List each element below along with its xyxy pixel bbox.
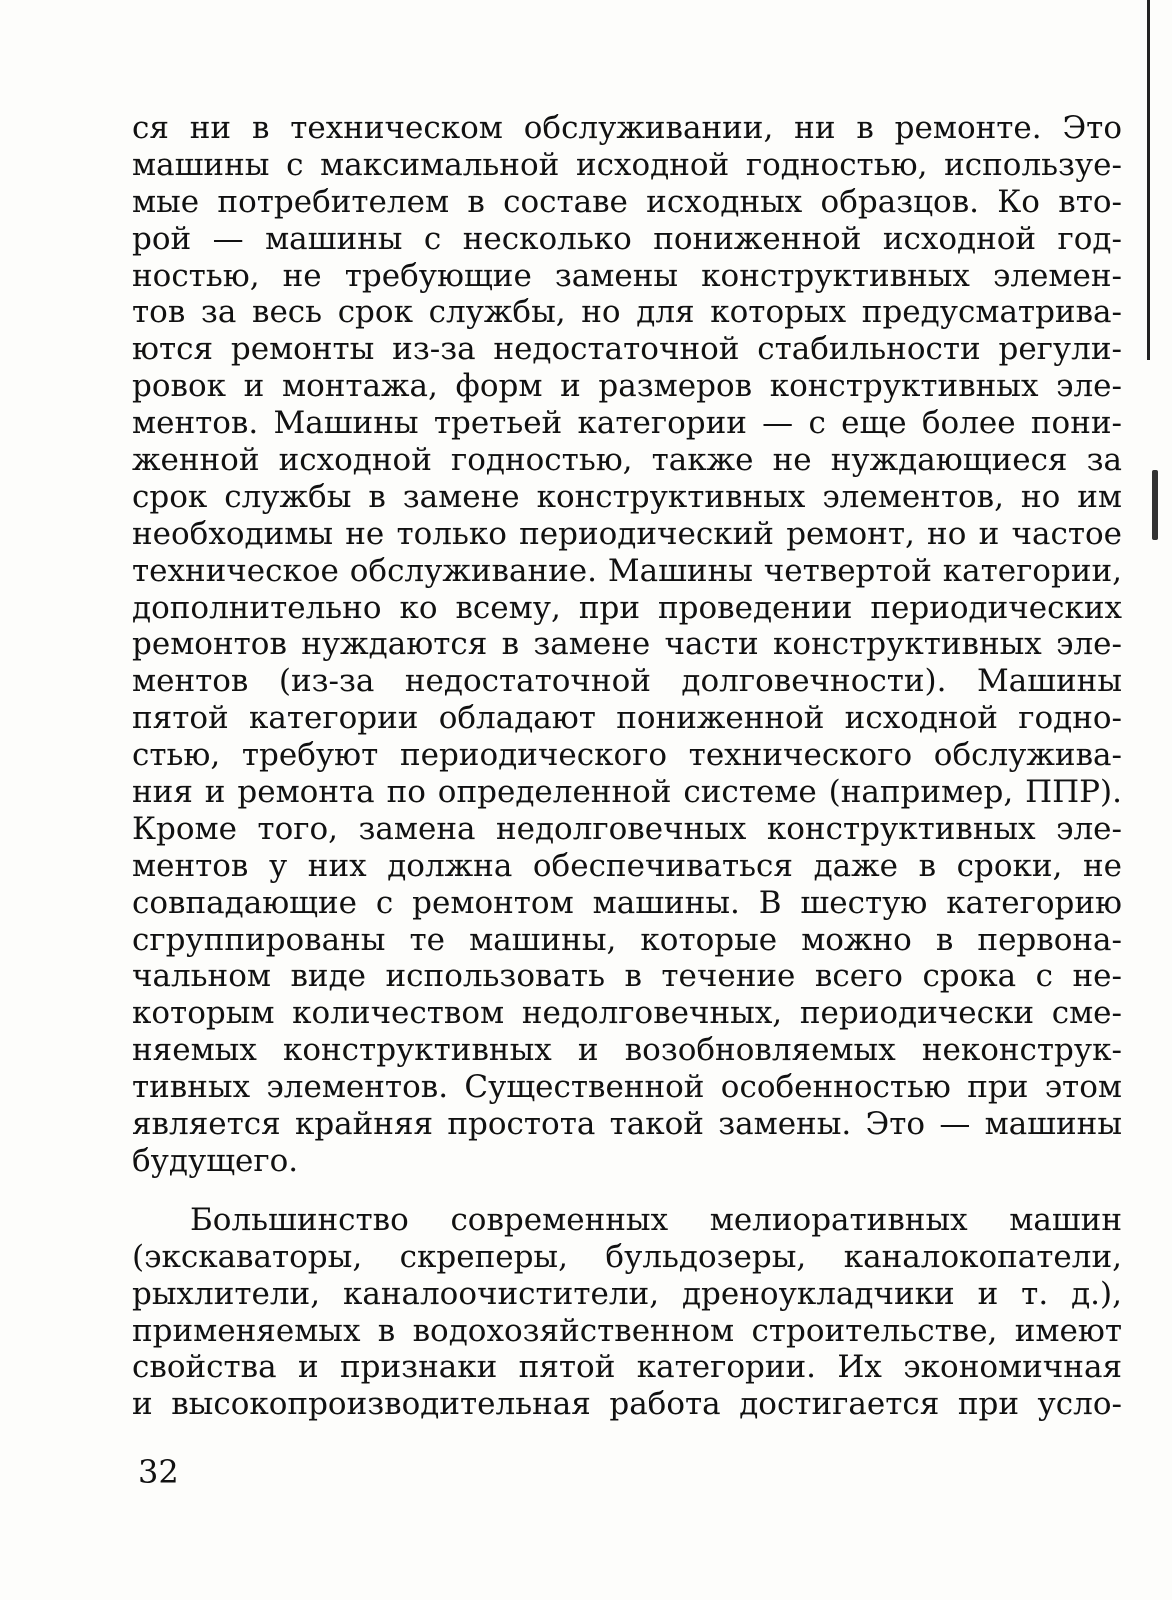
text-line: ментов у них должна обеспечиваться даже в сроки, не <box>132 847 1122 884</box>
text-line: необходимы не только периодический ремонт, но и частое <box>132 515 1122 552</box>
text-line: Кроме того, замена недолговечных конструктивных эле- <box>132 810 1122 847</box>
text-line: совпадающие с ремонтом машины. В шестую категорию <box>132 884 1122 921</box>
scan-edge-mark <box>1152 470 1158 540</box>
text-line: стью, требуют периодического технического обслужива- <box>132 737 1122 774</box>
text-line: ремонтов нуждаются в замене части конструктивных эле- <box>132 626 1122 663</box>
text-line: ся ни в техническом обслуживании, ни в ремонте. Это <box>132 110 1122 146</box>
text-line: ностью, не требующие замены конструктивных элемен- <box>132 257 1122 294</box>
text-line: ровок и монтажа, форм и размеров конструктивных эле- <box>132 368 1122 405</box>
text-line: мые потребителем в составе исходных образцов. Ко вто- <box>132 183 1122 220</box>
text-line: ния и ремонта по определенной системе (например, ППР). <box>132 774 1122 811</box>
text-line: является крайняя простота такой замены. Это — машины <box>132 1106 1122 1143</box>
text-line: сгруппированы те машины, которые можно в первона- <box>132 921 1122 958</box>
text-line: Большинство современных мелиоративных машин <box>190 1201 1122 1238</box>
text-line: пятой категории обладают пониженной исходной годно- <box>132 700 1122 737</box>
text-line: ментов. Машины третьей категории — с еще более пони- <box>132 405 1122 442</box>
text-line: срок службы в замене конструктивных элементов, но им <box>132 478 1122 515</box>
text-line: (экскаваторы, скреперы, бульдозеры, каналокопатели, <box>132 1238 1122 1275</box>
scan-edge-line <box>1147 0 1150 360</box>
text-line: рыхлители, каналоочистители, дреноукладчики и т. д.), <box>132 1275 1122 1312</box>
text-line: которым количеством недолговечных, периодически сме- <box>132 995 1122 1032</box>
text-line: техническое обслуживание. Машины четвертой категории, <box>132 552 1122 589</box>
paragraph-2 <box>132 1202 1122 1423</box>
body-text <box>132 110 1122 1423</box>
text-line: применяемых в водохозяйственном строительстве, имеют <box>132 1312 1122 1349</box>
paragraph-1 <box>132 110 1122 1180</box>
text-line: будущего. <box>132 1142 299 1179</box>
text-line: свойства и признаки пятой категории. Их экономичная <box>132 1349 1122 1386</box>
text-line: женной исходной годностью, также не нуждающиеся за <box>132 442 1122 479</box>
text-line: чальном виде использовать в течение всего срока с не- <box>132 958 1122 995</box>
text-line: тивных элементов. Существенной особенностью при этом <box>132 1069 1122 1106</box>
text-line: и высокопроизводительная работа достигается при усло- <box>132 1386 1122 1423</box>
text-line: ментов (из-за недостаточной долговечности). Машины <box>132 663 1122 700</box>
text-line: рой — машины с несколько пониженной исходной год- <box>132 220 1122 257</box>
text-line: ются ремонты из-за недостаточной стабильности регули- <box>132 331 1122 368</box>
text-line: машины с максимальной исходной годностью, используе- <box>132 146 1122 183</box>
text-line: няемых конструктивных и возобновляемых неконструк- <box>132 1032 1122 1069</box>
page-number: 32 <box>138 1453 179 1491</box>
text-line: тов за весь срок службы, но для которых предусматрива- <box>132 294 1122 331</box>
text-line: дополнительно ко всему, при проведении периодических <box>132 589 1122 626</box>
